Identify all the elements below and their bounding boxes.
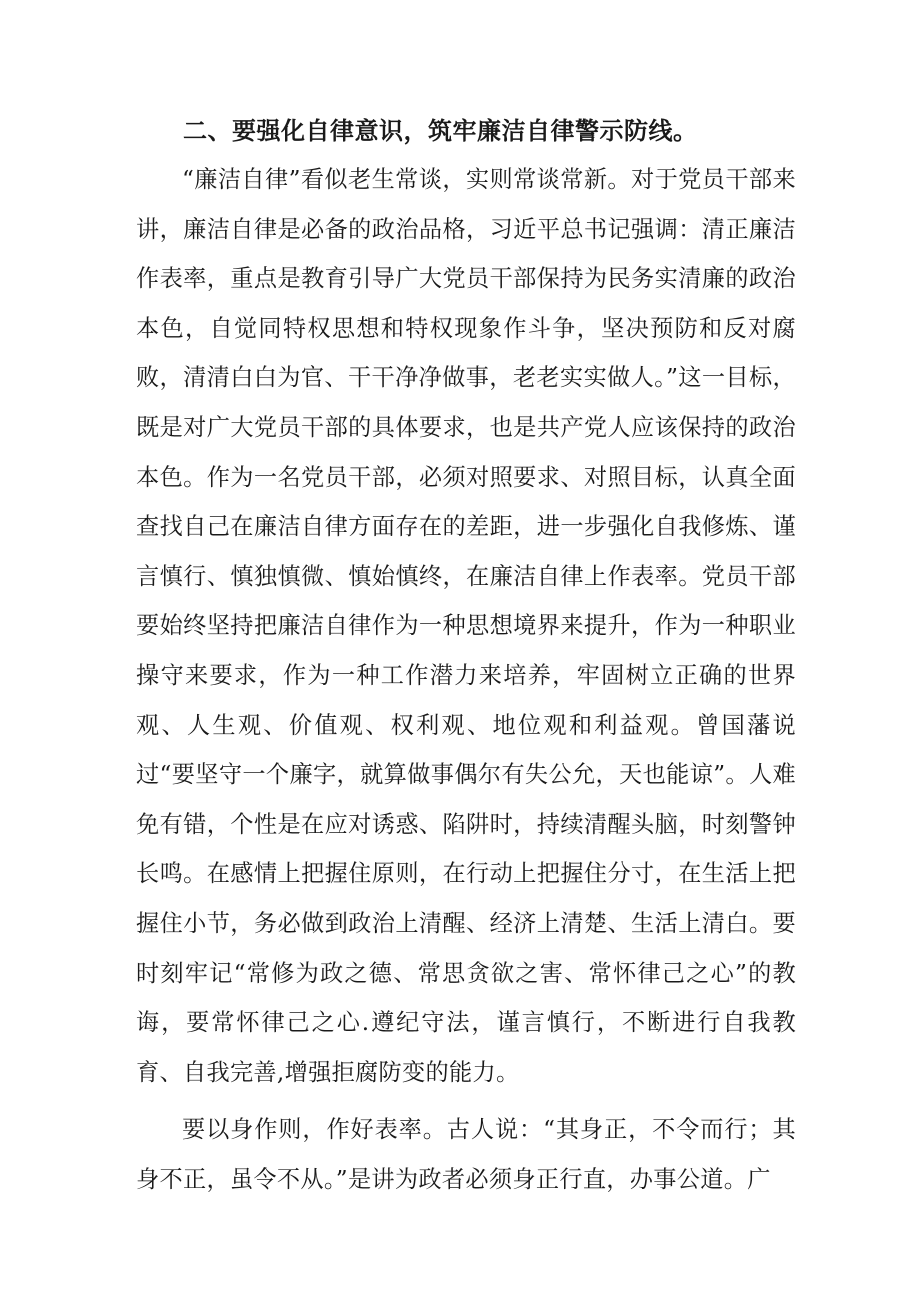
body-paragraph: 要以身作则，作好表率。古人说：“其身正，不令而行；其身不正，虽令不从。”是讲为政者必须身正行直，办事公道。广 (136, 1116, 796, 1193)
body-paragraph: “廉洁自律”看似老生常谈，实则常谈常新。对于党员干部来讲，廉洁自律是必备的政治品格，习近平总书记强调：清正廉洁作表率，重点是教育引导广大党员干部保持为民务实清廉的政治本色，自觉同特权思想和特权现象作斗争，坚决预防和反对腐败，清清白白为官、干干净净做事，老老实实做人。”这一目标，既是对广大党员干部的具体要求，也是共产党人应该保持的政治本色。作为一名党员干部，必须对照要求、对照目标，认真全面查找自己在廉洁自律方面存在的差距，进一步强化自我修炼、谨言慎行、慎独慎微、慎始慎终，在廉洁自律上作表率。党员干部要始终坚持把廉洁自律作为一种思想境界来提升，作为一种职业操守来要求，作为一种工作潜力来培养，牢固树立正确的世界观、人生观、价值观、权利观、地位观和利益观。曾国藩说过“要坚守一个廉字，就算做事偶尔有失公允，天也能谅”。人难免有错，个性是在应对诱惑、陷阱时，持续清醒头脑，时刻警钟长鸣。在感情上把握住原则，在行动上把握住分寸，在生活上把握住小节，务必做到政治上清醒、经济上清楚、生活上清白。要时刻牢记“常修为政之德、常思贪欲之害、常怀律己之心”的教诲，要常怀律己之心.遵纪守法，谨言慎行，不断进行自我教育、自我完善,增强拒腐防变的能力。 (136, 166, 796, 1086)
section-heading: 二、要强化自律意识，筑牢廉洁自律警示防线。 (183, 117, 698, 145)
